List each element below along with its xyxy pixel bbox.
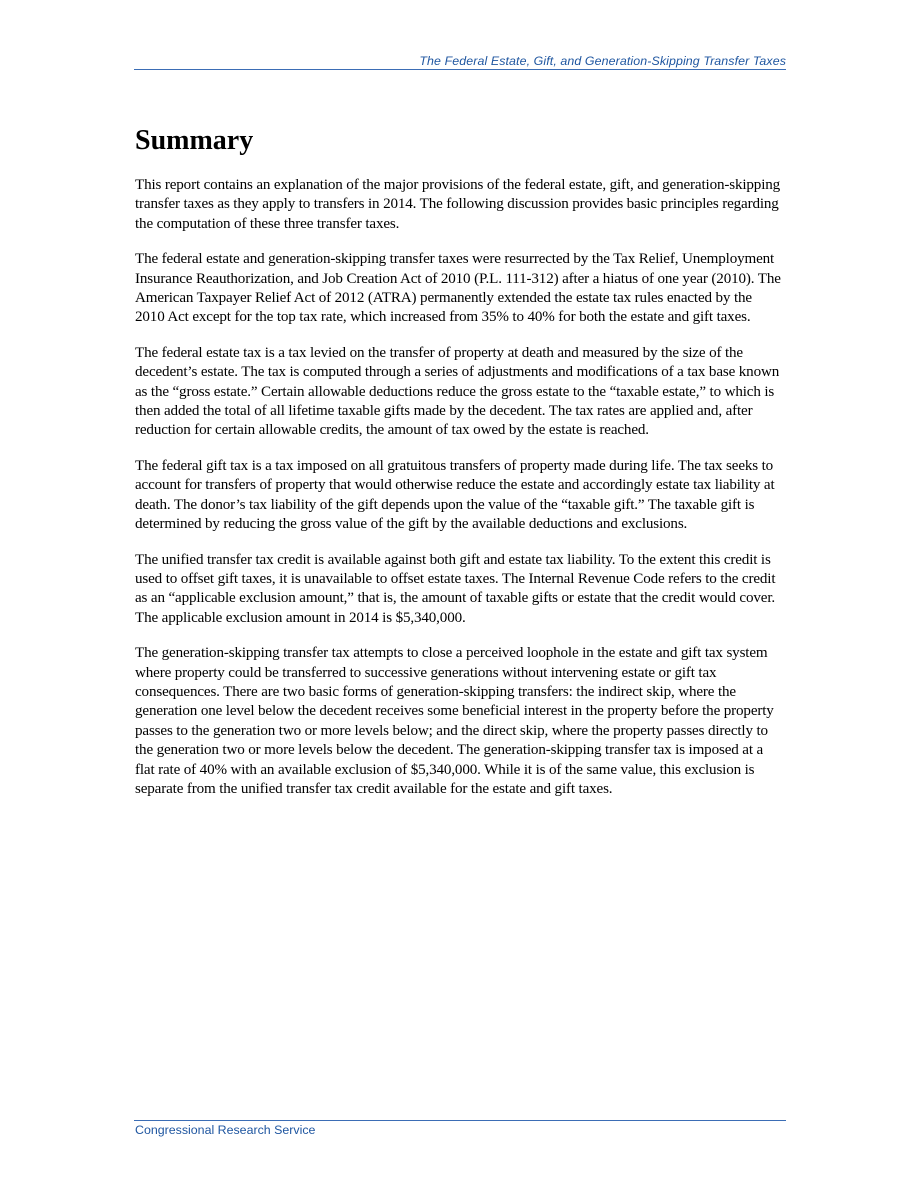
paragraph-gift-tax: The federal gift tax is a tax imposed on all gratuitous transfers of property made during life. The tax seeks to account for transfers of property that would otherwise reduce the estate and accordingly estate tax liability at death. The donor’s tax liability of the gift depends upon the value of the “taxable gift.” The taxable gift is determined by reducing the gross value of the gift by the available deductions and exclusions.: [135, 457, 775, 533]
paragraph-legislative-history: The federal estate and generation-skipping transfer taxes were resurrected by the Tax Relief, Unemployment Insurance Reauthorization, and Job Creation Act of 2010 (P.L. 111-312) after a hiatus of one year (2010). The American Taxpayer Relief Act of 2012 (ATRA) permanently extended the estate tax rules enacted by the 2010 Act except for the top tax rate, which increased from 35% to 40% for both the estate and gift taxes.: [135, 251, 781, 326]
footer-rule: [134, 1120, 786, 1121]
paragraph-unified-credit: The unified transfer tax credit is available against both gift and estate tax liability. To the extent this credit is used to offset gift taxes, it is unavailable to offset estate taxes. The Internal Revenue Code refers to the credit as an “applicable exclusion amount,” that is, the amount of taxable gifts or estate that the credit would cover. The applicable exclusion amount in 2014 is $5,340,000.: [135, 551, 776, 626]
running-header: The Federal Estate, Gift, and Generation-Skipping Transfer Taxes: [419, 54, 786, 68]
paragraph-estate-tax: The federal estate tax is a tax levied on the transfer of property at death and measured by the size of the decedent’s estate. The tax is computed through a series of adjustments and modifications of a tax base known as the “gross estate.” Certain allowable deductions reduce the gross estate to the “taxable estate,” to which is then added the total of all lifetime taxable gifts made by the decedent. The tax rates are applied and, after reduction for certain allowable credits, the amount of tax owed by the estate is reached.: [135, 344, 780, 439]
page-title: Summary: [135, 125, 254, 156]
summary-body: [135, 176, 785, 815]
footer-publisher: Congressional Research Service: [135, 1123, 316, 1137]
paragraph-intro: This report contains an explanation of the major provisions of the federal estate, gift, and generation-skipping transfer taxes as they apply to transfers in 2014. The following discussion provides basic principles regarding the computation of these three transfer taxes.: [135, 177, 781, 232]
paragraph-generation-skipping: The generation-skipping transfer tax attempts to close a perceived loophole in the estate and gift tax system where property could be transferred to successive generations without intervening estate or gift tax consequences. There are two basic forms of generation-skipping transfers: the indirect skip, where the generation one level below the decedent receives some beneficial interest in the property before the property passes to the generation two or more levels below; and the direct skip, where the property passes directly to the generation two or more levels below the decedent. The generation-skipping transfer tax is imposed at a flat rate of 40% with an available exclusion of $5,340,000. While it is of the same value, this exclusion is separate from the unified transfer tax credit available for the estate and gift taxes.: [135, 645, 774, 797]
header-rule: [134, 69, 786, 70]
